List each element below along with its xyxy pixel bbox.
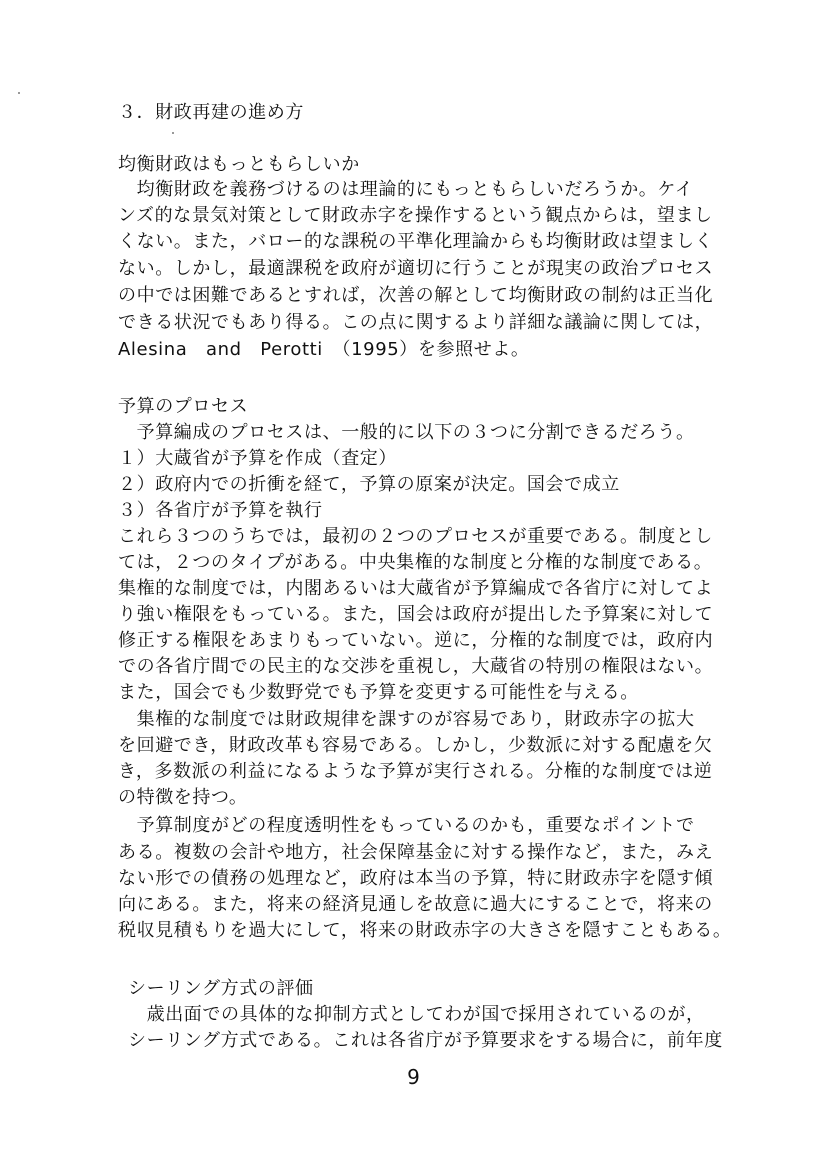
scan-artifact — [172, 132, 174, 134]
paragraph-line: シーリング方式である。これは各省庁が予算要求をする場合に，前年度 — [128, 1030, 723, 1051]
page-number: 9 — [407, 1065, 420, 1089]
paragraph-line: の特徴を持つ。 — [118, 787, 248, 808]
paragraph-line: の中では困難であるとすれば，次善の解として均衡財政の制約は正当化 — [118, 285, 714, 306]
list-item: ２）政府内での折衝を経て，予算の原案が決定。国会で成立 — [118, 474, 620, 495]
paragraph-line: ンズ的な景気対策として財政赤字を操作するという観点からは，望まし — [118, 205, 713, 226]
paragraph-line: を回避でき，財政改革も容易である。しかし，少数派に対する配慮を欠 — [118, 735, 713, 756]
subsection-heading-ceiling: シーリング方式の評価 — [128, 978, 314, 999]
scan-artifact — [18, 92, 20, 94]
paragraph-line: き，多数派の利益になるような予算が実行される。分権的な制度では逆 — [118, 761, 713, 782]
paragraph-line: 集権的な制度では財政規律を課すのが容易であり，財政赤字の拡大 — [118, 709, 695, 730]
section-heading: ３．財政再建の進め方 — [118, 102, 304, 123]
paragraph-line: ない。しかし，最適課税を政府が適切に行うことが現実の政治プロセス — [118, 258, 714, 279]
subsection-heading-balanced-budget: 均衡財政はもっともらしいか — [118, 154, 360, 175]
paragraph-line: また，国会でも少数野党でも予算を変更する可能性を与える。 — [118, 682, 639, 703]
paragraph-line: ない形での債務の処理など，政府は本当の予算，特に財政赤字を隠す傾 — [118, 868, 714, 889]
paragraph-line: Alesina and Perotti （1995）を参照せよ。 — [118, 339, 530, 360]
paragraph-line: 修正する権限をあまりもっていない。逆に，分権的な制度では，政府内 — [118, 630, 714, 651]
paragraph-line: くない。また，バロー的な課税の平準化理論からも均衡財政は望ましく — [118, 231, 714, 252]
paragraph-line: ては，２つのタイプがある。中央集権的な制度と分権的な制度である。 — [118, 552, 713, 573]
paragraph-line: 税収見積もりを過大にして，将来の財政赤字の大きさを隠すこともある。 — [118, 920, 732, 941]
paragraph-line: 歳出面での具体的な抑制方式としてわが国で採用されているのが， — [128, 1004, 705, 1025]
paragraph-line: ある。複数の会計や地方，社会保障基金に対する操作など，また，みえ — [118, 842, 714, 863]
paragraph-line: 予算制度がどの程度透明性をもっているのかも，重要なポイントで — [118, 815, 695, 836]
list-item: ３）各省庁が予算を執行 — [118, 500, 323, 521]
paragraph-line: できる状況でもあり得る。この点に関するより詳細な議論に関しては， — [118, 312, 714, 333]
paragraph-line: 向にある。また，将来の経済見通しを故意に過大にすることで，将来の — [118, 894, 713, 915]
paragraph-line: これら３つのうちでは，最初の２つのプロセスが重要である。制度とし — [118, 526, 714, 547]
paragraph-line: での各省庁間での民主的な交渉を重視し，大蔵省の特別の権限はない。 — [118, 656, 714, 677]
paragraph-line: 均衡財政を義務づけるのは理論的にもっともらしいだろうか。ケイ — [118, 179, 694, 200]
paragraph-line: 予算編成のプロセスは、一般的に以下の３つに分割できるだろう。 — [118, 422, 695, 443]
paragraph-line: 集権的な制度では，内閣あるいは大蔵省が予算編成で各省庁に対してよ — [118, 578, 714, 599]
list-item: １）大蔵省が予算を作成（査定） — [118, 448, 397, 469]
subsection-heading-budget-process: 予算のプロセス — [118, 396, 249, 417]
paragraph-line: り強い権限をもっている。また，国会は政府が提出した予算案に対して — [118, 604, 714, 625]
